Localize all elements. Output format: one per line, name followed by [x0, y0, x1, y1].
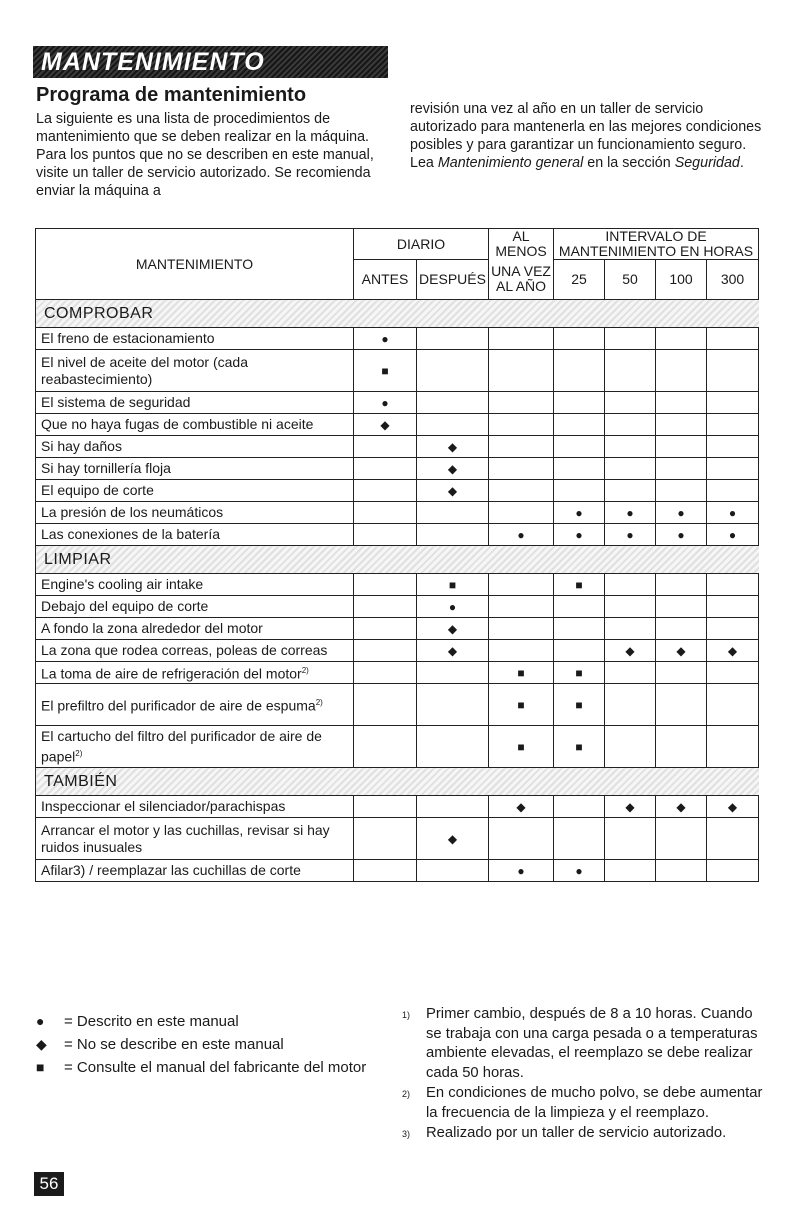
- intro-text-left: La siguiente es una lista de procedimientos de mantenimiento que se deben realizar en la máquina. Para los puntos que no se describen en este manual, visite un taller de servicio autorizado. Se recomienda enviar la máquina a: [36, 111, 374, 199]
- task-label: El nivel de aceite del motor (cada reabastecimiento): [36, 350, 354, 392]
- table-row: [36, 796, 759, 818]
- table-row: [36, 618, 759, 640]
- schedule-mark: [707, 596, 759, 618]
- schedule-mark: ■: [554, 726, 605, 768]
- section-row: [36, 300, 759, 328]
- schedule-mark: [656, 328, 707, 350]
- schedule-mark: [656, 818, 707, 860]
- schedule-mark: [707, 574, 759, 596]
- schedule-mark: ●: [554, 524, 605, 546]
- schedule-mark: [489, 640, 554, 662]
- diamond-icon: ◆: [36, 1036, 47, 1052]
- schedule-mark: ■: [489, 726, 554, 768]
- task-label: Engine's cooling air intake: [36, 574, 354, 596]
- legend-item: [36, 1033, 366, 1056]
- schedule-mark: [354, 796, 417, 818]
- header-year-bottom: UNA VEZ AL AÑO: [489, 260, 554, 300]
- schedule-mark: [707, 662, 759, 684]
- schedule-mark: [554, 596, 605, 618]
- section-row: [36, 546, 759, 574]
- schedule-mark: [489, 414, 554, 436]
- schedule-mark: [707, 480, 759, 502]
- task-label: Si hay tornillería floja: [36, 458, 354, 480]
- schedule-mark: [354, 640, 417, 662]
- page-heading: Programa de mantenimiento: [36, 84, 307, 106]
- schedule-mark: [656, 860, 707, 882]
- legend-text: = No se describe en este manual: [64, 1036, 284, 1053]
- schedule-mark: [656, 618, 707, 640]
- table-row: [36, 458, 759, 480]
- schedule-mark: [707, 860, 759, 882]
- schedule-mark: [656, 458, 707, 480]
- schedule-mark: [554, 480, 605, 502]
- schedule-mark: [656, 596, 707, 618]
- task-label: Inspeccionar el silenciador/parachispas: [36, 796, 354, 818]
- header-year-top: AL MENOS: [489, 229, 554, 260]
- section-label: LIMPIAR: [36, 546, 759, 574]
- schedule-mark: [707, 350, 759, 392]
- schedule-mark: ●: [707, 502, 759, 524]
- schedule-mark: [354, 726, 417, 768]
- maintenance-schedule-table: [35, 228, 759, 882]
- schedule-mark: [354, 818, 417, 860]
- circle-icon: ●: [36, 1013, 45, 1029]
- header-before: ANTES: [354, 260, 417, 300]
- schedule-mark: ◆: [605, 796, 656, 818]
- schedule-mark: [656, 574, 707, 596]
- schedule-mark: [707, 414, 759, 436]
- schedule-mark: [489, 502, 554, 524]
- schedule-mark: [656, 662, 707, 684]
- schedule-mark: ●: [354, 328, 417, 350]
- schedule-mark: ■: [417, 574, 489, 596]
- intro-link-safety: Seguridad: [674, 155, 740, 171]
- section-row: [36, 768, 759, 796]
- schedule-mark: ■: [554, 574, 605, 596]
- schedule-mark: [554, 458, 605, 480]
- schedule-mark: ●: [489, 860, 554, 882]
- schedule-mark: [605, 414, 656, 436]
- schedule-mark: ◆: [656, 796, 707, 818]
- schedule-mark: ◆: [417, 458, 489, 480]
- schedule-mark: ●: [605, 524, 656, 546]
- schedule-mark: [554, 350, 605, 392]
- table-row: [36, 662, 759, 684]
- schedule-mark: [554, 414, 605, 436]
- schedule-mark: [489, 350, 554, 392]
- schedule-mark: ●: [656, 524, 707, 546]
- header-interval: INTERVALO DE MANTENIMIENTO EN HORAS: [554, 229, 759, 260]
- schedule-mark: [354, 618, 417, 640]
- task-label: La presión de los neumáticos: [36, 502, 354, 524]
- schedule-mark: ■: [554, 684, 605, 726]
- schedule-mark: [417, 726, 489, 768]
- schedule-mark: [417, 860, 489, 882]
- section-banner: MANTENIMIENTO: [33, 46, 388, 78]
- schedule-mark: ●: [656, 502, 707, 524]
- table-row: [36, 860, 759, 882]
- schedule-mark: [554, 436, 605, 458]
- schedule-mark: ●: [354, 392, 417, 414]
- table-row: [36, 818, 759, 860]
- header-task: MANTENIMIENTO: [36, 229, 354, 300]
- table-row: [36, 684, 759, 726]
- schedule-mark: [707, 684, 759, 726]
- schedule-mark: ■: [489, 662, 554, 684]
- table-row: [36, 502, 759, 524]
- schedule-mark: [489, 480, 554, 502]
- schedule-mark: ◆: [354, 414, 417, 436]
- header-50: 50: [605, 260, 656, 300]
- table-row: [36, 328, 759, 350]
- schedule-mark: [354, 524, 417, 546]
- task-label: A fondo la zona alrededor del motor: [36, 618, 354, 640]
- schedule-mark: [656, 684, 707, 726]
- table-row: [36, 524, 759, 546]
- table-row: [36, 574, 759, 596]
- schedule-mark: [417, 502, 489, 524]
- schedule-mark: ◆: [417, 640, 489, 662]
- task-label: Las conexiones de la batería: [36, 524, 354, 546]
- table-row: [36, 640, 759, 662]
- schedule-mark: [554, 328, 605, 350]
- schedule-mark: [417, 392, 489, 414]
- schedule-mark: [605, 458, 656, 480]
- schedule-mark: [605, 860, 656, 882]
- footnote: 2) En condiciones de mucho polvo, se debe aumentar la frecuencia de la limpieza y el reemplazo.: [402, 1085, 763, 1121]
- schedule-mark: ◆: [707, 796, 759, 818]
- schedule-mark: [554, 618, 605, 640]
- legend: [36, 1010, 366, 1079]
- schedule-mark: [417, 524, 489, 546]
- schedule-mark: [605, 662, 656, 684]
- schedule-mark: [354, 596, 417, 618]
- header-after: DESPUÉS: [417, 260, 489, 300]
- schedule-mark: [605, 392, 656, 414]
- task-label: Si hay daños: [36, 436, 354, 458]
- legend-text: = Consulte el manual del fabricante del motor: [64, 1059, 367, 1076]
- schedule-mark: ■: [554, 662, 605, 684]
- table-row: [36, 414, 759, 436]
- task-label: El sistema de seguridad: [36, 392, 354, 414]
- section-label: COMPROBAR: [36, 300, 759, 328]
- footnotes: [402, 1005, 772, 1146]
- task-label: Arrancar el motor y las cuchillas, revisar si hay ruidos inusuales: [36, 818, 354, 860]
- schedule-mark: [417, 414, 489, 436]
- schedule-mark: [489, 618, 554, 640]
- schedule-mark: ■: [489, 684, 554, 726]
- intro-text-right: revisión una vez al año en un taller de servicio autorizado para mantenerla en las mejores condiciones posibles y para garantizar un funcionamiento seguro. Lea Mantenimiento general en la sección Seguridad.: [410, 101, 762, 171]
- table-row: [36, 436, 759, 458]
- task-label: El prefiltro del purificador de aire de espuma$^{2)}$: [36, 684, 354, 726]
- schedule-mark: ●: [417, 596, 489, 618]
- schedule-mark: [707, 618, 759, 640]
- task-label: El cartucho del filtro del purificador de aire de papel$^{2)}$: [36, 726, 354, 768]
- task-label: Afilar3) / reemplazar las cuchillas de corte: [36, 860, 354, 882]
- schedule-mark: ●: [554, 502, 605, 524]
- schedule-mark: [354, 458, 417, 480]
- schedule-mark: [707, 392, 759, 414]
- header-daily: DIARIO: [354, 229, 489, 260]
- schedule-mark: [554, 796, 605, 818]
- legend-text: = Descrito en este manual: [64, 1013, 239, 1030]
- header-100: 100: [656, 260, 707, 300]
- schedule-mark: [417, 684, 489, 726]
- schedule-mark: [605, 596, 656, 618]
- schedule-mark: ◆: [656, 640, 707, 662]
- square-icon: ■: [36, 1059, 45, 1075]
- footnote: 1) Primer cambio, después de 8 a 10 horas. Cuando se trabaja con una carga pesada o a temperaturas ambiente elevadas, el reemplazo se debe realizar cada 50 horas.: [402, 1006, 758, 1081]
- schedule-mark: [707, 328, 759, 350]
- header-300: 300: [707, 260, 759, 300]
- schedule-mark: [554, 818, 605, 860]
- schedule-mark: ◆: [489, 796, 554, 818]
- schedule-mark: [417, 328, 489, 350]
- schedule-mark: [605, 818, 656, 860]
- table-row: [36, 350, 759, 392]
- schedule-mark: [489, 574, 554, 596]
- schedule-mark: ●: [605, 502, 656, 524]
- schedule-mark: [354, 480, 417, 502]
- schedule-mark: [354, 860, 417, 882]
- schedule-mark: [354, 684, 417, 726]
- schedule-mark: [707, 726, 759, 768]
- schedule-mark: [554, 640, 605, 662]
- schedule-mark: [489, 328, 554, 350]
- schedule-mark: [656, 480, 707, 502]
- schedule-mark: [417, 350, 489, 392]
- schedule-mark: [656, 392, 707, 414]
- schedule-mark: [554, 392, 605, 414]
- schedule-mark: ◆: [417, 436, 489, 458]
- task-label: La toma de aire de refrigeración del motor$^{2)}$: [36, 662, 354, 684]
- table-row: [36, 392, 759, 414]
- page-number: 56: [34, 1172, 64, 1196]
- schedule-mark: [605, 328, 656, 350]
- schedule-mark: [489, 392, 554, 414]
- schedule-mark: [417, 796, 489, 818]
- schedule-mark: [656, 350, 707, 392]
- schedule-mark: [354, 662, 417, 684]
- task-label: Que no haya fugas de combustible ni aceite: [36, 414, 354, 436]
- schedule-mark: [656, 414, 707, 436]
- schedule-mark: [605, 684, 656, 726]
- schedule-mark: ◆: [707, 640, 759, 662]
- table-row: [36, 726, 759, 768]
- schedule-mark: [656, 726, 707, 768]
- schedule-mark: [605, 480, 656, 502]
- schedule-mark: ●: [489, 524, 554, 546]
- task-label: El equipo de corte: [36, 480, 354, 502]
- schedule-mark: ●: [707, 524, 759, 546]
- schedule-mark: [489, 458, 554, 480]
- task-label: La zona que rodea correas, poleas de correas: [36, 640, 354, 662]
- schedule-mark: ◆: [605, 640, 656, 662]
- schedule-mark: [605, 618, 656, 640]
- schedule-mark: [605, 574, 656, 596]
- schedule-mark: [707, 436, 759, 458]
- schedule-mark: [489, 596, 554, 618]
- schedule-mark: [489, 436, 554, 458]
- section-label: TAMBIÉN: [36, 768, 759, 796]
- task-label: Debajo del equipo de corte: [36, 596, 354, 618]
- schedule-mark: ◆: [417, 480, 489, 502]
- schedule-mark: [489, 818, 554, 860]
- schedule-mark: [354, 436, 417, 458]
- schedule-mark: [417, 662, 489, 684]
- schedule-mark: ◆: [417, 818, 489, 860]
- schedule-mark: [605, 436, 656, 458]
- schedule-mark: ◆: [417, 618, 489, 640]
- schedule-mark: [707, 818, 759, 860]
- table-row: [36, 480, 759, 502]
- schedule-mark: [656, 436, 707, 458]
- intro-link-general: Mantenimiento general: [437, 155, 584, 171]
- schedule-mark: [354, 574, 417, 596]
- header-25: 25: [554, 260, 605, 300]
- schedule-mark: [354, 502, 417, 524]
- schedule-mark: [707, 458, 759, 480]
- schedule-mark: [605, 726, 656, 768]
- schedule-mark: [605, 350, 656, 392]
- footnote: 3) Realizado por un taller de servicio autorizado.: [402, 1125, 727, 1141]
- schedule-mark: ●: [554, 860, 605, 882]
- legend-item: [36, 1010, 366, 1033]
- table-row: [36, 596, 759, 618]
- schedule-mark: ■: [354, 350, 417, 392]
- task-label: El freno de estacionamiento: [36, 328, 354, 350]
- legend-item: [36, 1056, 366, 1079]
